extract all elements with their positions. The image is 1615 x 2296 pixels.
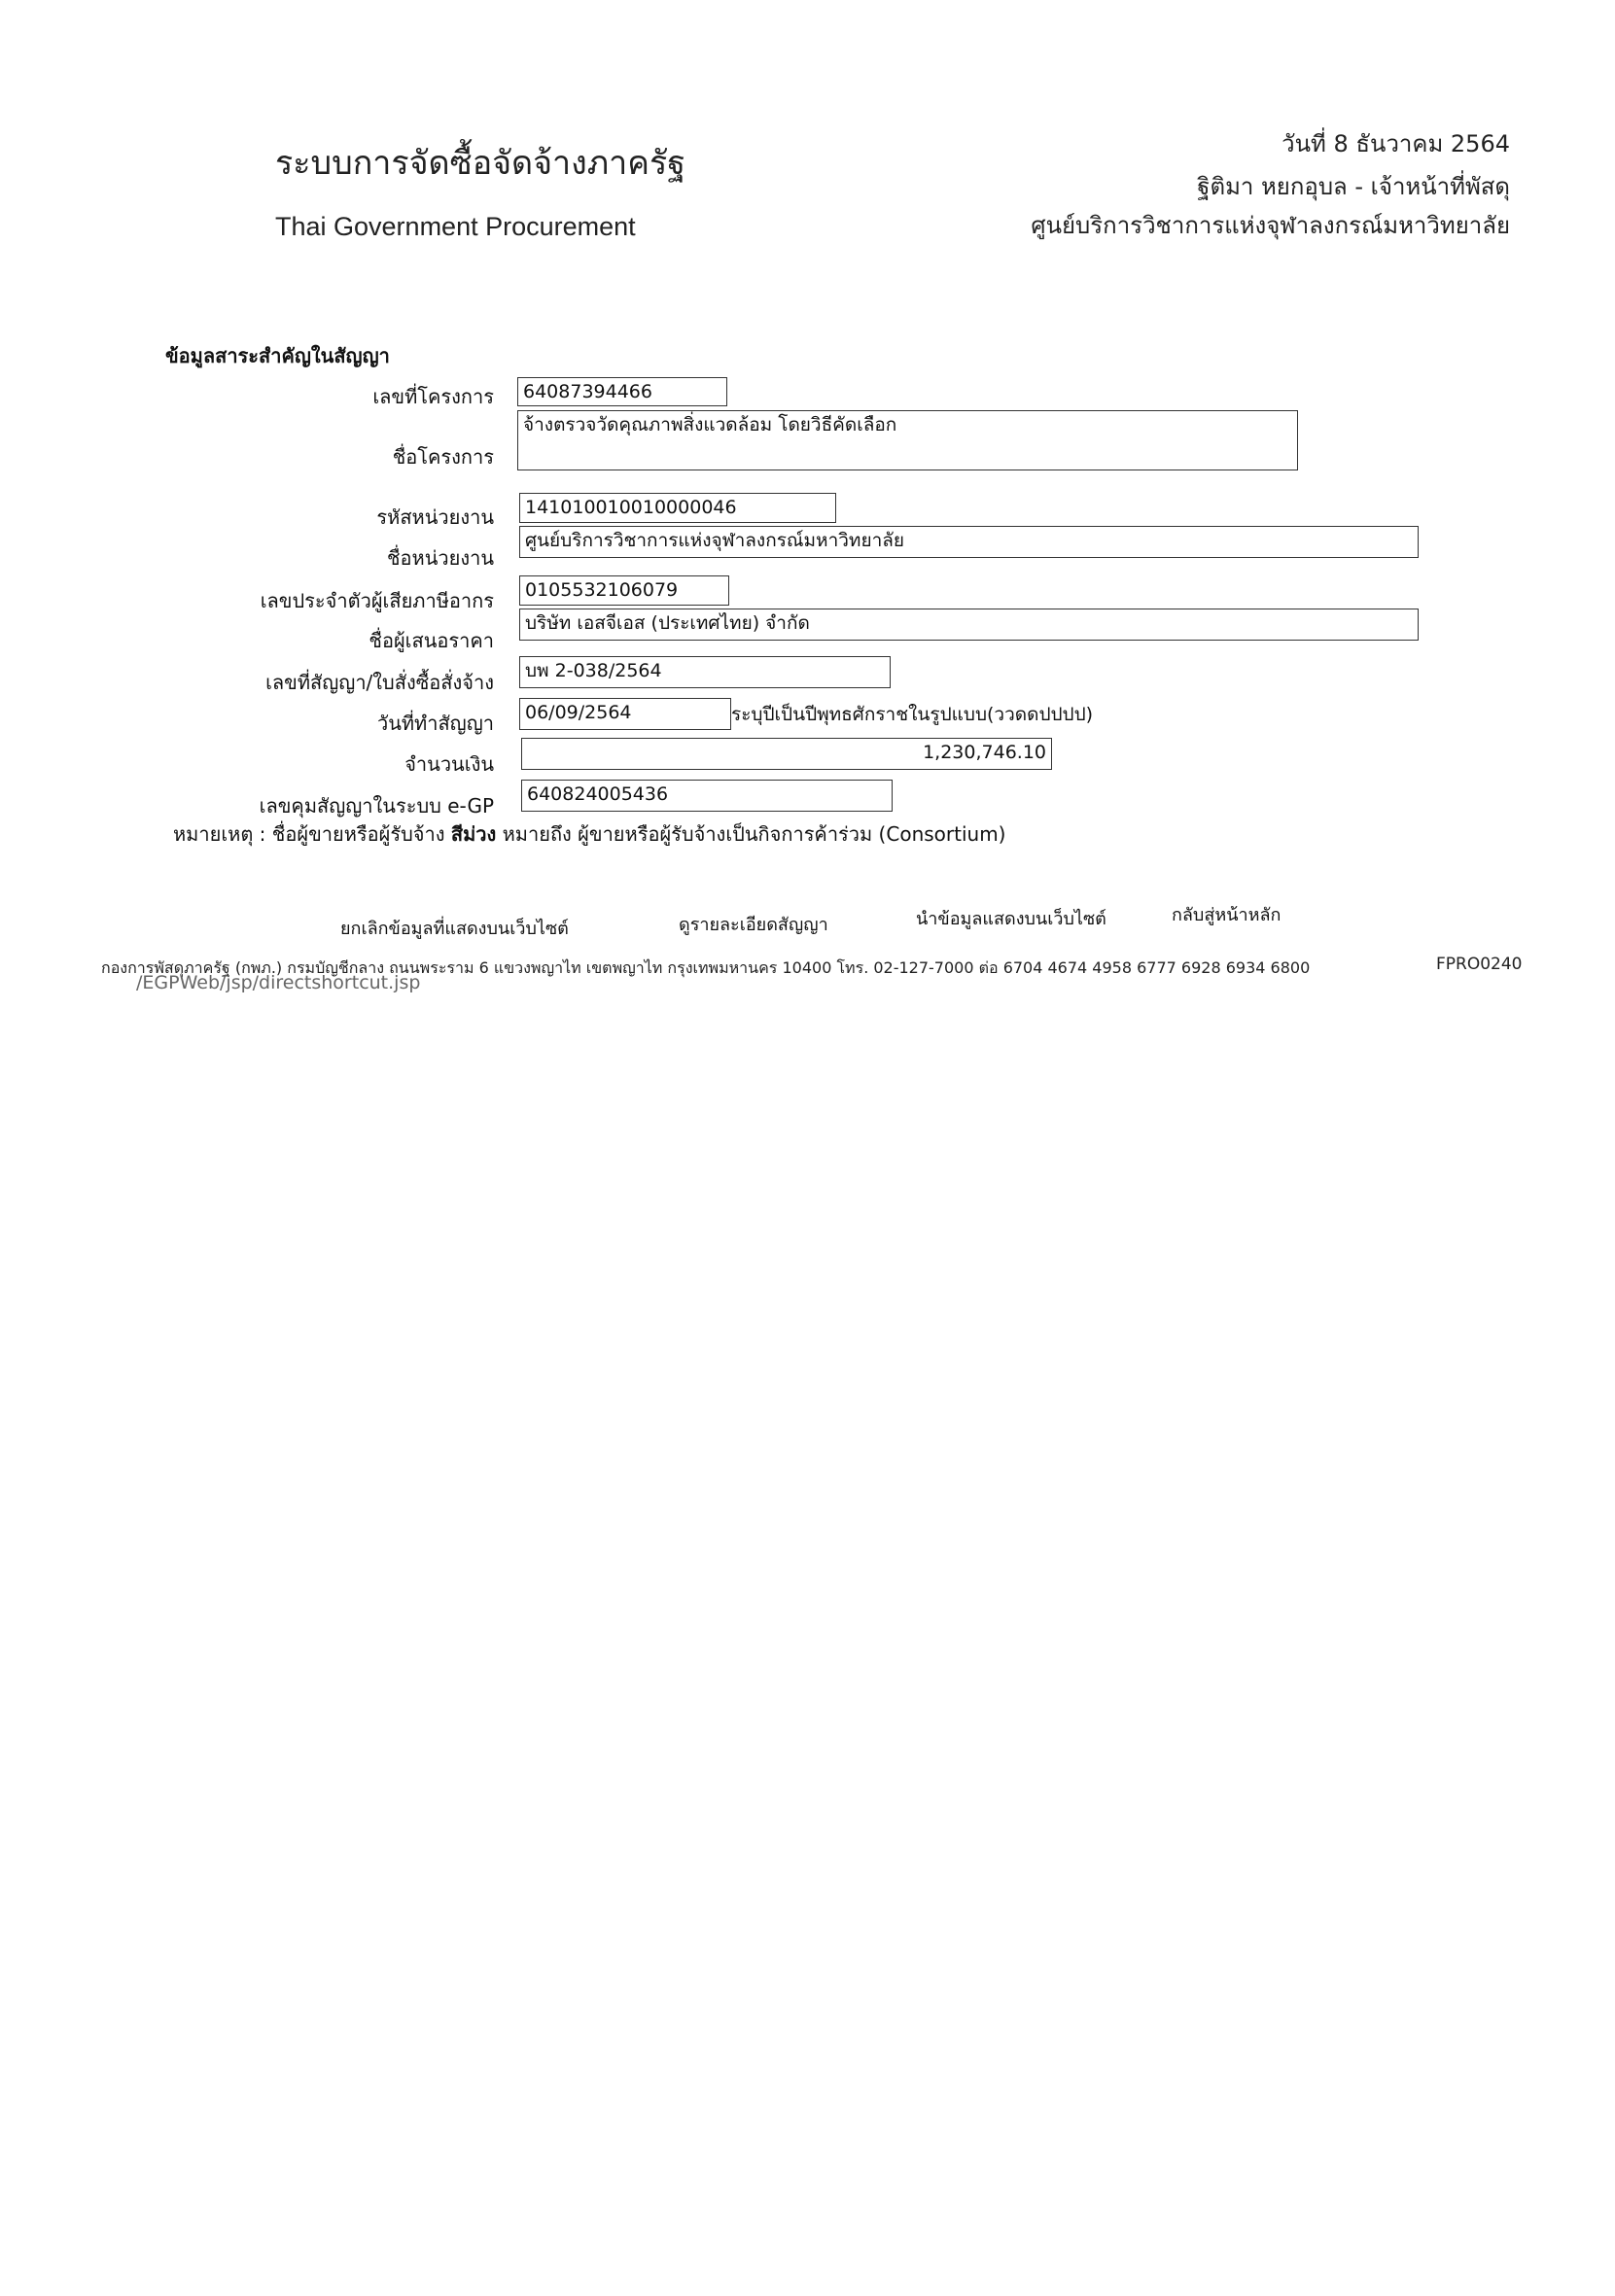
view-contract-link[interactable]: ดูรายละเอียดสัญญา (679, 915, 828, 935)
contract-date-field[interactable]: 06/09/2564 (519, 698, 731, 730)
note-suffix: หมายถึง ผู้ขายหรือผู้รับจ้างเป็นกิจการค้าร่วม (Consortium) (502, 822, 1006, 846)
amount-label: จำนวนเงิน (404, 752, 494, 776)
cancel-display-link[interactable]: ยกเลิกข้อมูลที่แสดงบนเว็บไซต์ (340, 919, 569, 939)
section-title: ข้อมูลสาระสำคัญในสัญญา (165, 344, 390, 367)
project-name-field[interactable]: จ้างตรวจวัดคุณภาพสิ่งแวดล้อม โดยวิธีคัดเลือก (517, 410, 1298, 470)
contract-no-label: เลขที่สัญญา/ใบสั่งซื้อสั่งจ้าง (265, 671, 494, 694)
egp-control-no-label: เลขคุมสัญญาในระบบ e-GP (259, 794, 494, 818)
officer-name: ฐิติมา หยกอุบล - เจ้าหน้าที่พัสดุ (1197, 173, 1510, 200)
organization-name: ศูนย์บริการวิชาการแห่งจุฬาลงกรณ์มหาวิทยาลัย (1031, 212, 1510, 239)
page-title-thai: ระบบการจัดซื้อจัดจ้างภาครัฐ (275, 144, 686, 183)
footer-address: กองการพัสดุภาครัฐ (กพภ.) กรมบัญชีกลาง ถนนพระราม 6 แขวงพญาไท เขตพญาไท กรุงเทพมหานคร 10400 โทร. 02-127-7000 ต่อ 6704 4674 4958 6777 6928 6934 6800 (101, 958, 1311, 977)
egp-control-no-field[interactable]: 640824005436 (521, 780, 893, 812)
consortium-note (173, 818, 1005, 850)
project-no-label: เลขที่โครงการ (372, 385, 494, 408)
tax-id-label: เลขประจำตัวผู้เสียภาษีอากร (260, 589, 494, 612)
amount-field[interactable]: 1,230,746.10 (521, 738, 1052, 770)
back-home-link[interactable]: กลับสู่หน้าหลัก (1172, 905, 1281, 925)
page-code: FPRO0240 (1436, 955, 1523, 974)
contract-date-label: วันที่ทำสัญญา (376, 712, 494, 735)
project-name-label: ชื่อโครงการ (392, 445, 494, 469)
page-path: /EGPWeb/jsp/directshortcut.jsp (136, 972, 421, 993)
contract-date-hint: ระบุปีเป็นปีพุทธศักราชในรูปแบบ(ววดดปปปป) (731, 704, 1094, 725)
note-prefix: หมายเหตุ : ชื่อผู้ขายหรือผู้รับจ้าง (173, 822, 445, 846)
contract-no-field[interactable]: บพ 2-038/2564 (519, 656, 891, 688)
tax-id-field[interactable]: 0105532106079 (519, 575, 729, 606)
bidder-name-field[interactable]: บริษัท เอสจีเอส (ประเทศไทย) จำกัด (519, 609, 1419, 641)
page-title-english: Thai Government Procurement (275, 212, 636, 241)
publish-link[interactable]: นำข้อมูลแสดงบนเว็บไซต์ (916, 909, 1106, 929)
agency-code-field[interactable]: 141010010010000046 (519, 493, 836, 523)
agency-name-label: ชื่อหน่วยงาน (386, 546, 494, 570)
note-highlight: สีม่วง (450, 822, 497, 846)
bidder-name-label: ชื่อผู้เสนอราคา (369, 629, 494, 652)
agency-name-field[interactable]: ศูนย์บริการวิชาการแห่งจุฬาลงกรณ์มหาวิทยาลัย (519, 526, 1419, 558)
project-no-field[interactable]: 64087394466 (517, 377, 727, 406)
report-date: วันที่ 8 ธันวาคม 2564 (1281, 130, 1510, 157)
agency-code-label: รหัสหน่วยงาน (376, 505, 494, 529)
